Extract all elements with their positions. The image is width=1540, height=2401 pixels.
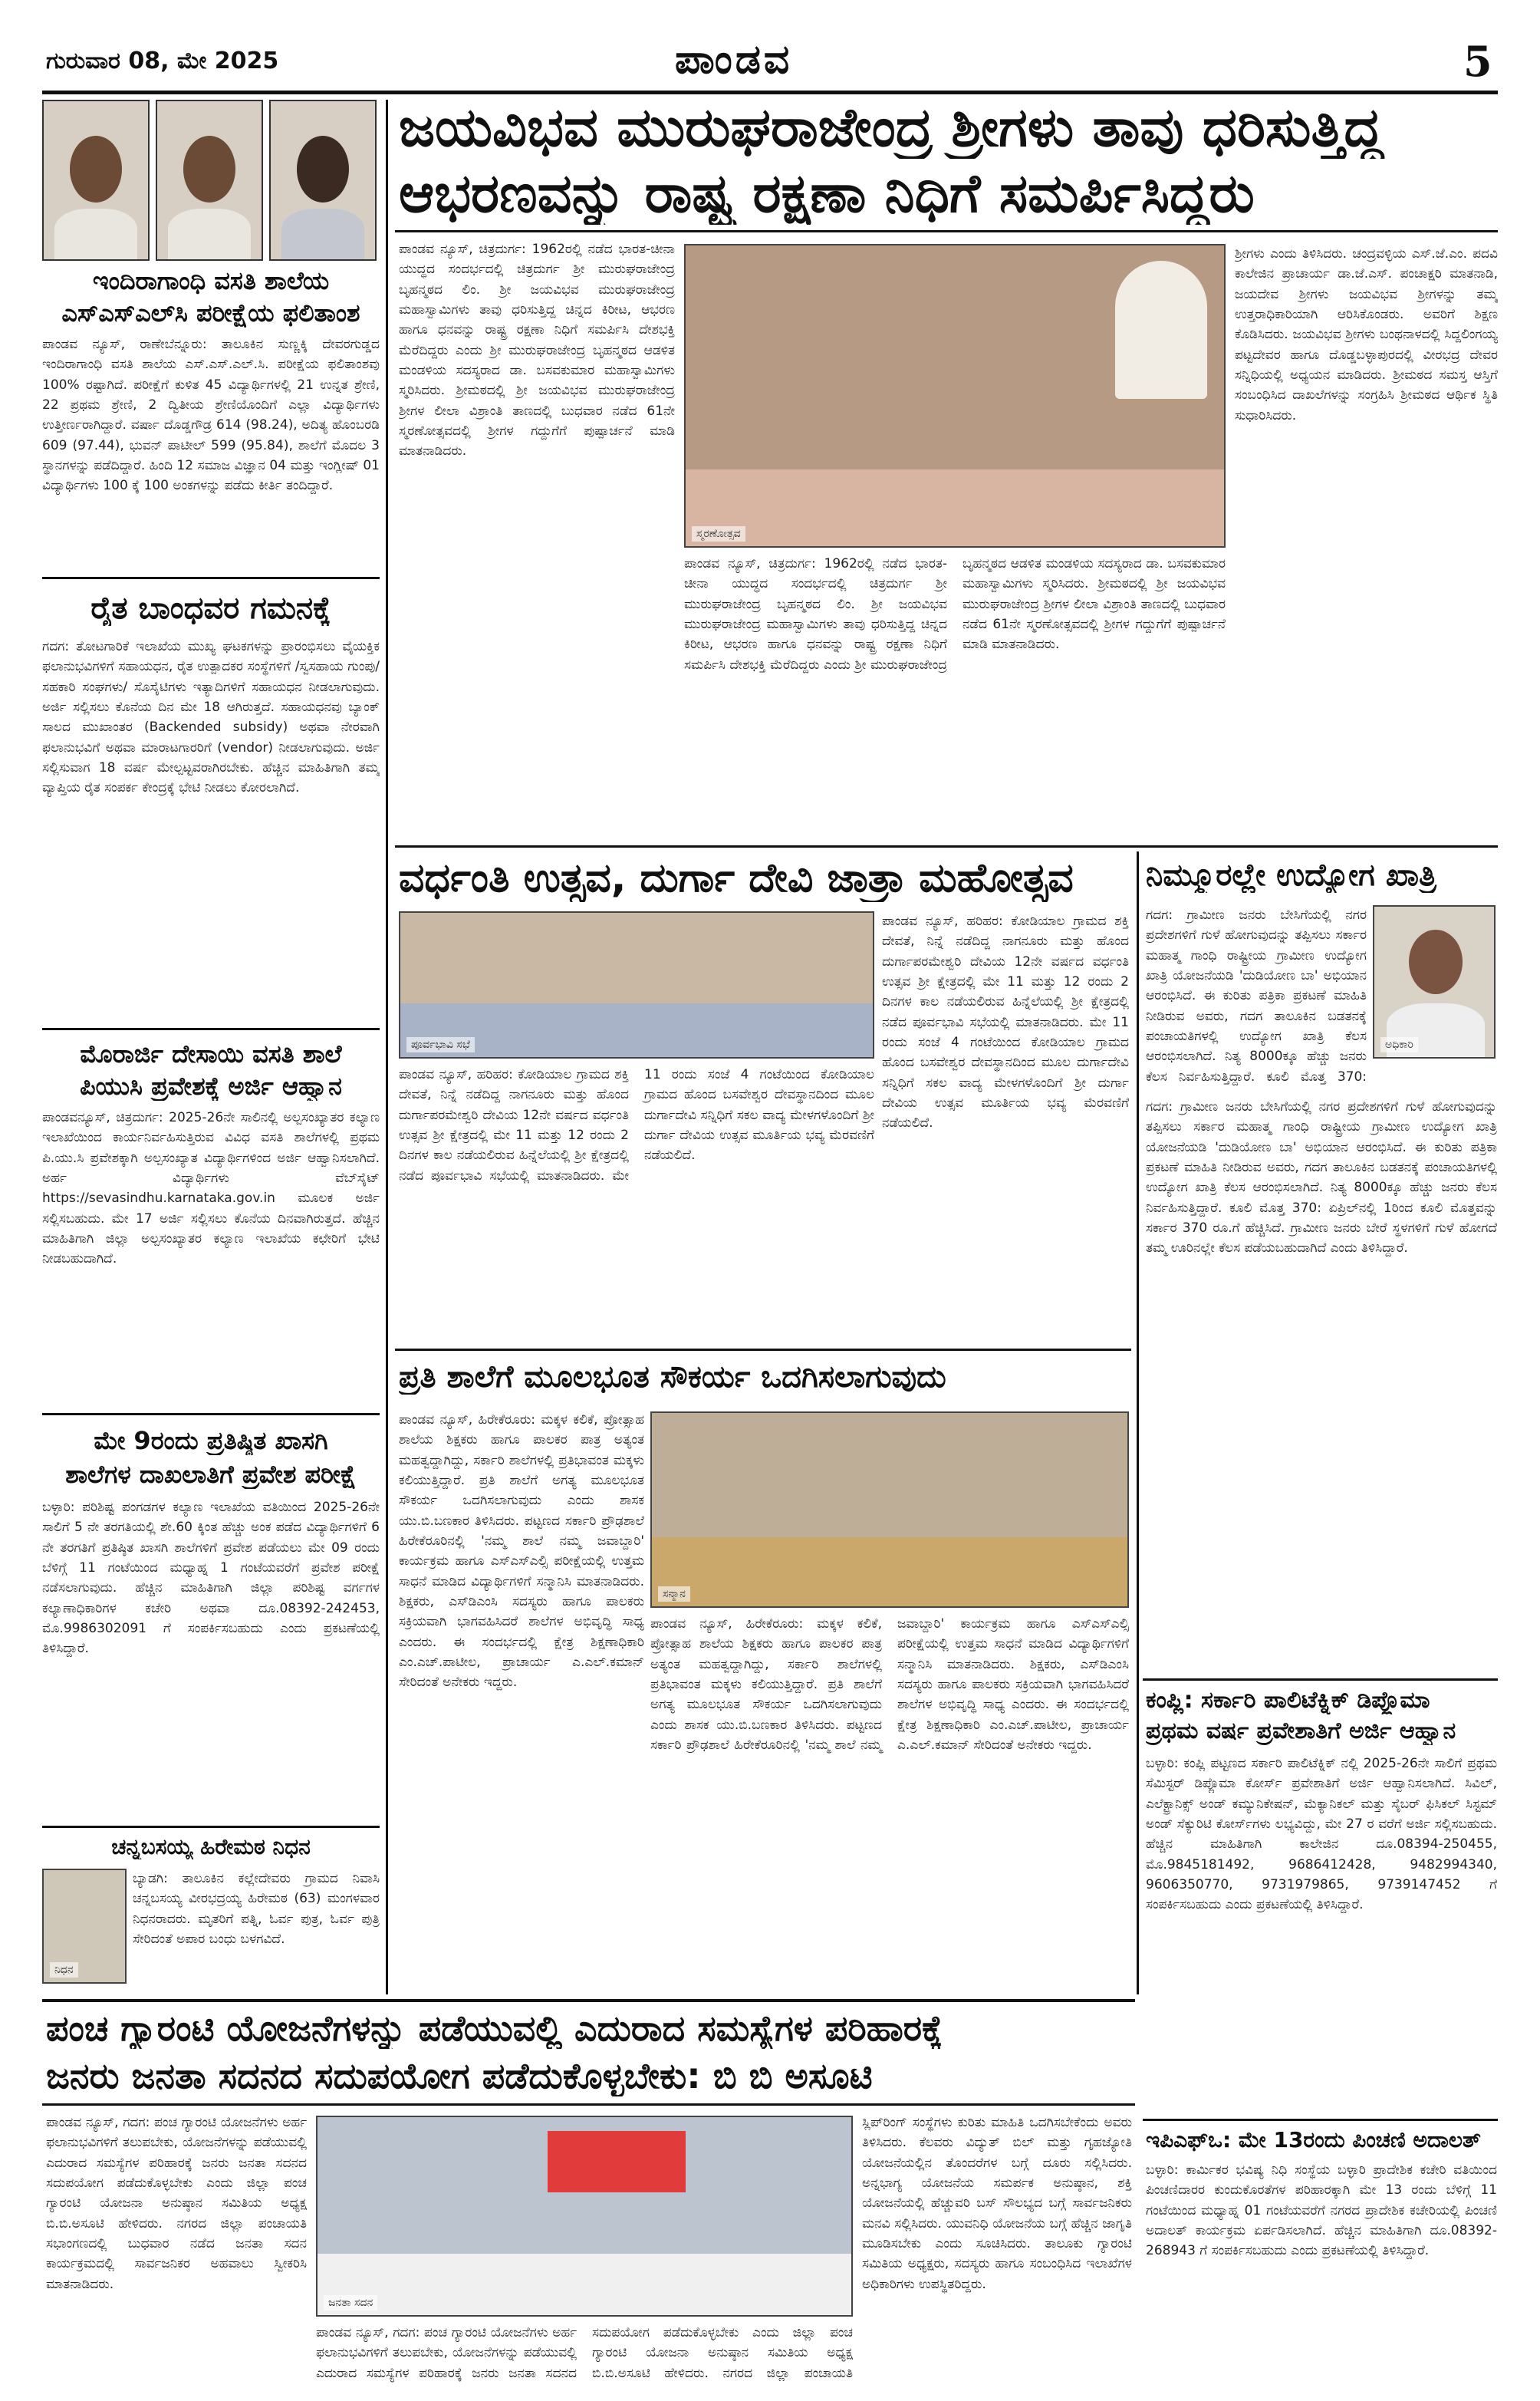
meeting-photo: ಪೂರ್ವಭಾವಿ ಸಭೆ: [399, 911, 874, 1059]
header-rule: [42, 91, 1498, 94]
morarji-headline-2: ಪಿಯುಸಿ ಪ್ರವೇಶಕ್ಕೆ ಅರ್ಜಿ ಆಹ್ವಾನ: [80, 1072, 342, 1101]
students-headline-1: ಇಂದಿರಾಗಾಂಧಿ ವಸತಿ ಶಾಲೆಯ: [92, 267, 330, 295]
students-body: ಪಾಂಡವ ನ್ಯೂಸ್, ರಾಣೇಬೆನ್ನೂರು: ತಾಲೂಕಿನ ಸುಣ್ಣಕ್ಕಿ ದೇವರಗುಡ್ಡದ ಇಂದಿರಾಗಾಂಧಿ ವಸತಿ ಶಾಲೆಯ ಎಸ್.ಎಸ್.ಎಲ್.ಸಿ. ಪರೀಕ್ಷೆಯ ಫಲಿತಾಂಶವು 100% ರಷ್ಟಾಗಿದೆ. ಪರೀಕ್ಷೆಗೆ ಕುಳಿತ 45 ವಿದ್ಯಾರ್ಥಿಗಳಲ್ಲಿ 21 ಉನ್ನತ ಶ್ರೇಣಿ, 22 ಪ್ರಥಮ ಶ್ರೇಣಿ, 2 ದ್ವಿತೀಯ ಶ್ರೇಣಿಯೊಂದಿಗೆ ಎಲ್ಲಾ ವಿದ್ಯಾರ್ಥಿಗಳು ಉತ್ತೀರ್ಣರಾಗಿದ್ದಾರೆ. ವರ್ಷಾ ದೊಡ್ಡಗೌಡ್ರ 614 (98.24), ಅದಿತ್ಯ ಹೊಂಬರಡಿ 609 (97.44), ಭುವನ್ ಪಾಟೀಲ್ 599 (95.84), ಶಾಲೆಗೆ ಮೊದಲ 3 ಸ್ಥಾನಗಳನ್ನು ಪಡೆದಿದ್ದಾರೆ. ಹಿಂದಿ 12 ಸಮಾಜ ವಿಜ್ಞಾನ 04 ಮತ್ತು ಇಂಗ್ಲೀಷ್ 01 ವಿದ್ಯಾರ್ಥಿಗಳು 100 ಕ್ಕೆ 100 ಅಂಕಗಳನ್ನು ಪಡೆದು ಕೀರ್ತಿ ತಂದಿದ್ದಾರೆ.: [42, 337, 380, 494]
kampli-body: ಬಳ್ಳಾರಿ: ಕಂಪ್ಲಿ ಪಟ್ಟಣದ ಸರ್ಕಾರಿ ಪಾಲಿಟೆಕ್ನಿಕ್ ನಲ್ಲಿ 2025-26ನೇ ಸಾಲಿಗೆ ಪ್ರಥಮ ಸೆಮಿಸ್ಟರ್ ಡಿಪ್ಲೊಮಾ ಕೋರ್ಸ್ ಪ್ರವೇಶಾತಿಗೆ ಅರ್ಜಿ ಆಹ್ವಾನಿಸಲಾಗಿದೆ. ಸಿವಿಲ್, ಎಲೆಕ್ಟ್ರಾನಿಕ್ಸ್ ಅಂಡ್ ಕಮ್ಯುನಿಕೇಷನ್, ಮೆಕ್ಯಾನಿಕಲ್ ಮತ್ತು ಸೈಬರ್ ಫಿಸಿಕಲ್ ಸಿಸ್ಟಮ್ ಅಂಡ್ ಸೆಕ್ಯುರಿಟಿ ಕೋರ್ಸ್‌ಗಳು ಲಭ್ಯವಿದ್ದು, ಮೇ 27 ರ ವರೆಗೆ ಅರ್ಜಿ ಸಲ್ಲಿಸಬಹುದು. ಹೆಚ್ಚಿನ ಮಾಹಿತಿಗಾಗಿ ಕಾಲೇಜಿನ ದೂ.08394-250455, ಮೊ.9845181492, 9686412428, 9482994340, 9606350770, 9731979865, 9739147452 ಗೆ ಸಂಪರ್ಕಿಸಬಹುದು ಎಂದು ಪ್ರಕಟಣೆಯಲ್ಲಿ ತಿಳಿಸಿದ್ದಾರೆ.: [1146, 1756, 1497, 1913]
page-number: 5: [1463, 37, 1492, 86]
top-story-body-2: ಪಾಂಡವ ನ್ಯೂಸ್, ಚಿತ್ರದುರ್ಗ: 1962ರಲ್ಲಿ ನಡೆದ ಭಾರತ-ಚೀನಾ ಯುದ್ಧದ ಸಂದರ್ಭದಲ್ಲಿ ಚಿತ್ರದುರ್ಗ ಶ್ರೀ ಮುರುಘರಾಜೇಂದ್ರ ಬೃಹನ್ಮಠದ ಲಿಂ. ಶ್ರೀ ಜಯವಿಭವ ಮುರುಘರಾಜೇಂದ್ರ ಮಹಾಸ್ವಾಮಿಗಳು ತಾವು ಧರಿಸುತ್ತಿದ್ದ ಚಿನ್ನದ ಕಿರೀಟ, ಆಭರಣ ಹಾಗೂ ಧನವನ್ನು ರಾಷ್ಟ್ರ ರಕ್ಷಣಾ ನಿಧಿಗೆ ಸಮರ್ಪಿಸಿ ದೇಶಭಕ್ತಿ ಮೆರೆದಿದ್ದರು ಎಂದು ಶ್ರೀ ಮುರುಘರಾಜೇಂದ್ರ ಬೃಹನ್ಮಠದ ಆಡಳಿತ ಮಂಡಳಿಯ ಸದಸ್ಯರಾದ ಡಾ. ಬಸವಕುಮಾರ ಮಹಾಸ್ವಾಮಿಗಳು ಸ್ಮರಿಸಿದರು. ಶ್ರೀಮಠದಲ್ಲಿ ಶ್ರೀ ಜಯವಿಭವ ಮುರುಘರಾಜೇಂದ್ರ ಶ್ರೀಗಳ ಲೀಲಾ ವಿಶ್ರಾಂತಿ ತಾಣದಲ್ಲಿ ಬುಧವಾರ ನಡೆದ 61ನೇ ಸ್ಮರಣೋತ್ಸವದಲ್ಲಿ ಶ್ರೀಗಳ ಗದ್ದುಗೆಗೆ ಪುಷ್ಪಾರ್ಚನೆ ಮಾಡಿ ಮಾತನಾಡಿದರು.: [684, 556, 1226, 673]
prati-shale-body-2: ಪಾಂಡವ ನ್ಯೂಸ್, ಹಿರೇಕೆರೂರು: ಮಕ್ಕಳ ಕಲಿಕೆ, ಪ್ರೋತ್ಸಾಹ ಶಾಲೆಯ ಶಿಕ್ಷಕರು ಹಾಗೂ ಪಾಲಕರ ಪಾತ್ರ ಅತ್ಯಂತ ಮಹತ್ವದ್ದಾಗಿದ್ದು, ಸರ್ಕಾರಿ ಶಾಲೆಗಳಲ್ಲಿ ಪ್ರತಿಭಾವಂತ ಮಕ್ಕಳು ಕಲಿಯುತ್ತಿದ್ದಾರೆ. ಪ್ರತಿ ಶಾಲೆಗೆ ಅಗತ್ಯ ಮೂಲಭೂತ ಸೌಕರ್ಯ ಒದಗಿಸಲಾಗುವುದು ಎಂದು ಶಾಸಕ ಯು.ಬಿ.ಬಣಕಾರ ತಿಳಿಸಿದರು. ಪಟ್ಟಣದ ಸರ್ಕಾರಿ ಪ್ರೌಢಶಾಲೆ ಹಿರೇಕೆರೂರಿನಲ್ಲಿ 'ನಮ್ಮ ಶಾಲೆ ನಮ್ಮ ಜವಾಬ್ದಾರಿ' ಕಾರ್ಯಕ್ರಮ ಹಾಗೂ ಎಸ್ಎಸ್ಎಲ್ಸಿ ಪರೀಕ್ಷೆಯಲ್ಲಿ ಉತ್ತಮ ಸಾಧನೆ ಮಾಡಿದ ವಿದ್ಯಾರ್ಥಿಗಳಿಗೆ ಸನ್ಮಾನಿಸಿ ಮಾತನಾಡಿದರು. ಶಿಕ್ಷಕರು, ಎಸ್‌ಡಿಎಂಸಿ ಸದಸ್ಯರು ಹಾಗೂ ಪಾಲಕರು ಸಕ್ರಿಯವಾಗಿ ಭಾಗವಹಿಸಿದರೆ ಶಾಲೆಗಳ ಅಭಿವೃದ್ಧಿ ಸಾಧ್ಯ ಎಂದರು. ಈ ಸಂದರ್ಭದಲ್ಲಿ ಕ್ಷೇತ್ರ ಶಿಕ್ಷಣಾಧಿಕಾರಿ ಎಂ.ಎಚ್.ಪಾಟೀಲ, ಪ್ರಾಚಾರ್ಯ ಎ.ಎಲ್.ಕಮಾನ್ ಸೇರಿದಂತೆ ಅನೇಕರು ಇದ್ದರು.: [650, 1616, 1129, 1754]
vardhanthi-body-right: ಪಾಂಡವ ನ್ಯೂಸ್, ಹರಿಹರ: ಕೋಡಿಯಾಲ ಗ್ರಾಮದ ಶಕ್ತಿ ದೇವತೆ, ನಿನ್ನೆ ನಡೆದಿದ್ದ ನಾಗನೂರು ಮತ್ತು ಹೊಂದ ದುರ್ಗಾಪರಮೇಶ್ವರಿ ದೇವಿಯ 12ನೇ ವರ್ಷದ ವರ್ಧಂತಿ ಉತ್ಸವ ಶ್ರೀ ಕ್ಷೇತ್ರದಲ್ಲಿ ಮೇ 11 ಮತ್ತು 12 ರಂದು 2 ದಿನಗಳ ಕಾಲ ನಡೆಯಲಿರುವ ಹಿನ್ನೆಲೆಯಲ್ಲಿ ಶ್ರೀ ಕ್ಷೇತ್ರದಲ್ಲಿ ನಡೆದ ಪೂರ್ವಭಾವಿ ಸಭೆಯಲ್ಲಿ ಮಾತನಾಡಿದರು. ಮೇ 11 ರಂದು ಸಂಜೆ 4 ಗಂಟೆಯಿಂದ ಕೋಡಿಯಾಲ ಗ್ರಾಮದ ಹೊಂದ ಬಸವೇಶ್ವರ ದೇವಸ್ಥಾನದಿಂದ ಮೂಲ ದುರ್ಗಾದೇವಿ ಸನ್ನಿಧಿಗೆ ಸಕಲ ವಾದ್ಯ ಮೇಳಗಳೊಂದಿಗೆ ಶ್ರೀ ದುರ್ಗಾ ದೇವಿಯ ಉತ್ಸವ ಮೂರ್ತಿಯ ಭವ್ಯ ಮೆರವಣಿಗೆ ನಡೆಯಲಿದೆ.: [882, 914, 1129, 1131]
top-story-headline-1: ಜಯವಿಭವ ಮುರುಘರಾಜೇಂದ್ರ ಶ್ರೀಗಳು ತಾವು ಧರಿಸುತ್ತಿದ್ದ: [399, 97, 1384, 159]
divider: [42, 1826, 380, 1828]
student-photo-1: [42, 100, 150, 261]
kampli-headline-1: ಕಂಪ್ಲಿ: ಸರ್ಕಾರಿ ಪಾಲಿಟೆಕ್ನಿಕ್ ಡಿಪ್ಲೊಮಾ: [1146, 1688, 1430, 1714]
divider: [1143, 2119, 1498, 2121]
nimmoralle-body: ಗದಗ: ಗ್ರಾಮೀಣ ಜನರು ಬೇಸಿಗೆಯಲ್ಲಿ ನಗರ ಪ್ರದೇಶಗಳಿಗೆ ಗುಳೆ ಹೋಗುವುದನ್ನು ತಪ್ಪಿಸಲು ಸರ್ಕಾರ ಮಹಾತ್ಮ ಗಾಂಧಿ ರಾಷ್ಟ್ರೀಯ ಗ್ರಾಮೀಣ ಉದ್ಯೋಗ ಖಾತ್ರಿ ಯೋಜನೆಯಡಿ 'ದುಡಿಯೋಣ ಬಾ' ಅಭಿಯಾನ ಆರಂಭಿಸಿದೆ. ಈ ಕುರಿತು ಪತ್ರಿಕಾ ಪ್ರಕಟಣೆ ಮಾಹಿತಿ ನೀಡಿರುವ ಅವರು, ಗದಗ ತಾಲೂಕಿನ ಬಡತನಕ್ಕೆ ಪಂಚಾಯತಿಗಳಲ್ಲಿ ಉದ್ಯೋಗ ಖಾತ್ರಿ ಕೆಲಸ ಆರಂಭಿಸಲಾಗಿದೆ. ನಿತ್ಯ 8000ಕ್ಕೂ ಹೆಚ್ಚು ಜನರು ಕೆಲಸ ನಿರ್ವಹಿಸುತ್ತಿದ್ದಾರೆ. ಕೂಲಿ ಮೊತ್ತ 370: ಏಪ್ರಿಲ್‌ನಲ್ಲಿ 1ರಿಂದ ಕೂಲಿ ಮೊತ್ತವನ್ನು ಸರ್ಕಾರ 370 ರೂ.ಗೆ ಹೆಚ್ಚಿಸಿದೆ. ಗ್ರಾಮೀಣ ಜನರು ಬೇರೆ ಸ್ಥಳಗಳಿಗೆ ಗುಳೆ ಹೋಗದೆ ತಮ್ಮ ಊರಿನಲ್ಲೇ ಕೆಲಸ ಪಡೆಯಬಹುದಾಗಿದೆ ಎಂದು ತಿಳಿಸಿದ್ದಾರೆ.: [1146, 1099, 1497, 1256]
prati-shale-body-1: ಪಾಂಡವ ನ್ಯೂಸ್, ಹಿರೇಕೆರೂರು: ಮಕ್ಕಳ ಕಲಿಕೆ, ಪ್ರೋತ್ಸಾಹ ಶಾಲೆಯ ಶಿಕ್ಷಕರು ಹಾಗೂ ಪಾಲಕರ ಪಾತ್ರ ಅತ್ಯಂತ ಮಹತ್ವದ್ದಾಗಿದ್ದು, ಸರ್ಕಾರಿ ಶಾಲೆಗಳಲ್ಲಿ ಪ್ರತಿಭಾವಂತ ಮಕ್ಕಳು ಕಲಿಯುತ್ತಿದ್ದಾರೆ. ಪ್ರತಿ ಶಾಲೆಗೆ ಅಗತ್ಯ ಮೂಲಭೂತ ಸೌಕರ್ಯ ಒದಗಿಸಲಾಗುವುದು ಎಂದು ಶಾಸಕ ಯು.ಬಿ.ಬಣಕಾರ ತಿಳಿಸಿದರು. ಪಟ್ಟಣದ ಸರ್ಕಾರಿ ಪ್ರೌಢಶಾಲೆ ಹಿರೇಕೆರೂರಿನಲ್ಲಿ 'ನಮ್ಮ ಶಾಲೆ ನಮ್ಮ ಜವಾಬ್ದಾರಿ' ಕಾರ್ಯಕ್ರಮ ಹಾಗೂ ಎಸ್ಎಸ್ಎಲ್ಸಿ ಪರೀಕ್ಷೆಯಲ್ಲಿ ಉತ್ತಮ ಸಾಧನೆ ಮಾಡಿದ ವಿದ್ಯಾರ್ಥಿಗಳಿಗೆ ಸನ್ಮಾನಿಸಿ ಮಾತನಾಡಿದರು. ಶಿಕ್ಷಕರು, ಎಸ್‌ಡಿಎಂಸಿ ಸದಸ್ಯರು ಹಾಗೂ ಪಾಲಕರು ಸಕ್ರಿಯವಾಗಿ ಭಾಗವಹಿಸಿದರೆ ಶಾಲೆಗಳ ಅಭಿವೃದ್ಧಿ ಸಾಧ್ಯ ಎಂದರು. ಈ ಸಂದರ್ಭದಲ್ಲಿ ಕ್ಷೇತ್ರ ಶಿಕ್ಷಣಾಧಿಕಾರಿ ಎಂ.ಎಚ್.ಪಾಟೀಲ, ಪ್ರಾಚಾರ್ಯ ಎ.ಎಲ್.ಕಮಾನ್ ಸೇರಿದಂತೆ ಅನೇಕರು ಇದ್ದರು.: [399, 1412, 644, 1691]
morarji-body: ಪಾಂಡವನ್ಯೂಸ್, ಚಿತ್ರದುರ್ಗ: 2025-26ನೇ ಸಾಲಿನಲ್ಲಿ ಅಲ್ಪಸಂಖ್ಯಾತರ ಕಲ್ಯಾಣ ಇಲಾಖೆಯಿಂದ ಕಾರ್ಯನಿರ್ವಹಿಸುತ್ತಿರುವ ವಿವಿಧ ವಸತಿ ಶಾಲೆಗಳಲ್ಲಿ ಪ್ರಥಮ ಪಿ.ಯು.ಸಿ ಪ್ರವೇಶಕ್ಕಾಗಿ ಅಲ್ಪಸಂಖ್ಯಾತ ವಿದ್ಯಾರ್ಥಿಗಳಿಂದ ಅರ್ಜಿ ಆಹ್ವಾನಿಸಲಾಗಿದೆ. ಅರ್ಹ ವಿದ್ಯಾರ್ಥಿಗಳು ವೆಬ್‌ಸೈಟ್ https://sevasindhu.karnataka.gov.in ಮೂಲಕ ಅರ್ಜಿ ಸಲ್ಲಿಸಬಹುದು. ಮೇ 17 ಅರ್ಜಿ ಸಲ್ಲಿಸಲು ಕೊನೆಯ ದಿನವಾಗಿರುತ್ತದೆ. ಹೆಚ್ಚಿನ ಮಾಹಿತಿಗಾಗಿ ಜಿಲ್ಲಾ ಅಲ್ಪಸಂಖ್ಯಾತರ ಕಲ್ಯಾಣ ಇಲಾಖೆಯ ಕಛೇರಿಗೆ ಭೇಟಿ ನೀಡಬಹುದಾಗಿದೆ.: [42, 1110, 380, 1267]
guarantee-headline-1: ಪಂಚ ಗ್ಯಾರಂಟಿ ಯೋಜನೆಗಳನ್ನು ಪಡೆಯುವಲ್ಲಿ ಎದುರಾದ ಸಮಸ್ಯೆಗಳ ಪರಿಹಾರಕ್ಕೆ: [46, 2008, 943, 2049]
student-photo-3: [269, 100, 377, 261]
kampli-headline-2: ಪ್ರಥಮ ವರ್ಷ ಪ್ರವೇಶಾತಿಗೆ ಅರ್ಜಿ ಆಹ್ವಾನ: [1146, 1718, 1456, 1744]
guarantee-body-2: ಪಾಂಡವ ನ್ಯೂಸ್, ಗದಗ: ಪಂಚ ಗ್ಯಾರಂಟಿ ಯೋಜನೆಗಳು ಅರ್ಹ ಫಲಾನುಭವಿಗಳಿಗೆ ತಲುಪಬೇಕು, ಯೋಜನೆಗಳನ್ನು ಪಡೆಯುವಲ್ಲಿ ಎದುರಾದ ಸಮಸ್ಯೆಗಳ ಪರಿಹಾರಕ್ಕೆ ಜನರು ಜನತಾ ಸದನದ ಸದುಪಯೋಗ ಪಡೆದುಕೊಳ್ಳಬೇಕು ಎಂದು ಜಿಲ್ಲಾ ಪಂಚ ಗ್ಯಾರಂಟಿ ಯೋಜನಾ ಅನುಷ್ಠಾನ ಸಮಿತಿಯ ಅಧ್ಯಕ್ಷ ಬಿ.ಬಿ.ಅಸೂಟಿ ಹೇಳಿದರು. ನಗರದ ಜಿಲ್ಲಾ ಪಂಚಾಯತಿ: [316, 2325, 853, 2381]
nimmoralle-body-top: ಗದಗ: ಗ್ರಾಮೀಣ ಜನರು ಬೇಸಿಗೆಯಲ್ಲಿ ನಗರ ಪ್ರದೇಶಗಳಿಗೆ ಗುಳೆ ಹೋಗುವುದನ್ನು ತಪ್ಪಿಸಲು ಸರ್ಕಾರ ಮಹಾತ್ಮ ಗಾಂಧಿ ರಾಷ್ಟ್ರೀಯ ಗ್ರಾಮೀಣ ಉದ್ಯೋಗ ಖಾತ್ರಿ ಯೋಜನೆಯಡಿ 'ದುಡಿಯೋಣ ಬಾ' ಅಭಿಯಾನ ಆರಂಭಿಸಿದೆ. ಈ ಕುರಿತು ಪತ್ರಿಕಾ ಪ್ರಕಟಣೆ ಮಾಹಿತಿ ನೀಡಿರುವ ಅವರು, ಗದಗ ತಾಲೂಕಿನ ಬಡತನಕ್ಕೆ ಪಂಚಾಯತಿಗಳಲ್ಲಿ ಉದ್ಯೋಗ ಖಾತ್ರಿ ಕೆಲಸ ಆರಂಭಿಸಲಾಗಿದೆ. ನಿತ್ಯ 8000ಕ್ಕೂ ಹೆಚ್ಚು ಜನರು ಕೆಲಸ ನಿರ್ವಹಿಸುತ್ತಿದ್ದಾರೆ. ಕೂಲಿ ಮೊತ್ತ 370:: [1146, 907, 1367, 1085]
raitha-headline: ರೈತ ಬಾಂಧವರ ಗಮನಕ್ಕೆ: [90, 591, 331, 626]
prati-shale-headline: ಪ್ರತಿ ಶಾಲೆಗೆ ಮೂಲಭೂತ ಸೌಕರ್ಯ ಒದಗಿಸಲಾಗುವುದು: [399, 1359, 946, 1395]
nimmoralle-headline: ನಿಮ್ಮೂರಲ್ಲೇ ಉದ್ಯೋಗ ಖಾತ್ರಿ: [1146, 858, 1436, 893]
temple-photo: ಸ್ಮರಣೋತ್ಸವ: [684, 244, 1226, 548]
pension-body: ಬಳ್ಳಾರಿ: ಕಾರ್ಮಿಕರ ಭವಿಷ್ಯ ನಿಧಿ ಸಂಸ್ಥೆಯ ಬಳ್ಳಾರಿ ಪ್ರಾದೇಶಿಕ ಕಚೇರಿ ವತಿಯಿಂದ ಪಿಂಚಣಿದಾರರ ಕುಂದುಕೊರತೆಗಳ ಪರಿಹಾರಕ್ಕಾಗಿ ಮೇ 13 ರಂದು ಬೆಳಿಗ್ಗೆ 11 ಗಂಟೆಯಿಂದ ಮಧ್ಯಾಹ್ನ 01 ಗಂಟೆಯವರೆಗೆ ನಗರದ ಪ್ರಾದೇಶಿಕ ಕಚೇರಿಯಲ್ಲಿ ಪಿಂಚಣಿ ಅದಾಲತ್ ಕಾರ್ಯಕ್ರಮ ಏರ್ಪಡಿಸಲಾಗಿದೆ. ಹೆಚ್ಚಿನ ಮಾಹಿತಿಗಾಗಿ ದೂ.08392-268943 ಗೆ ಸಂಪರ್ಕಿಸಬಹುದು ಎಂದು ಪ್ರಕಟಣೆಯಲ್ಲಿ ತಿಳಿಸಿದ್ದಾರೆ.: [1146, 2162, 1497, 2259]
obit-headline: ಚನ್ನಬಸಯ್ಯ ಹಿರೇಮಠ ನಿಧನ: [111, 1835, 311, 1859]
column-rule: [386, 100, 388, 1994]
top-story-body-3: ಶ್ರೀಗಳು ಎಂದು ತಿಳಿಸಿದರು. ಚಂದ್ರವಳ್ಳಿಯ ಎಸ್.ಜೆ.ಎಂ. ಪದವಿ ಕಾಲೇಜಿನ ಪ್ರಾಚಾರ್ಯ ಡಾ.ಜೆ.ಎಸ್. ಪಂಚಾಕ್ಷರಿ ಮಾತನಾಡಿ, ಜಯದೇವ ಶ್ರೀಗಳು ಜಯವಿಭವ ಶ್ರೀಗಳನ್ನು ತಮ್ಮ ಉತ್ತರಾಧಿಕಾರಿಯಾಗಿ ಆರಿಸಿಕೊಂಡರು. ಅವರಿಗೆ ಶಿಕ್ಷಣ ಕೊಡಿಸಿದರು. ಜಯವಿಭವ ಶ್ರೀಗಳು ಬಂಥನಾಳದಲ್ಲಿ ಸಿದ್ದಲಿಂಗಯ್ಯ ಪಟ್ಟದೇವರ ಹಾಗೂ ದೊಡ್ಡಬಳ್ಳಾಪುರದಲ್ಲಿ ವೀರಭದ್ರ ದೇವರ ಸನ್ನಿಧಿಯಲ್ಲಿ ಅಧ್ಯಯನ ಮಾಡಿದರು. ಶ್ರೀಮಠದ ಸಮಸ್ತ ಆಸ್ತಿಗೆ ಸಂಬಂಧಿಸಿದ ದಾಖಲೆಗಳನ್ನು ಸಂಗ್ರಹಿಸಿ ಶ್ರೀಮಠದ ಆರ್ಥಿಕ ಸ್ಥಿತಿ ಸುಧಾರಿಸಿದರು.: [1235, 246, 1498, 423]
vardhanthi-body: ಪಾಂಡವ ನ್ಯೂಸ್, ಹರಿಹರ: ಕೋಡಿಯಾಲ ಗ್ರಾಮದ ಶಕ್ತಿ ದೇವತೆ, ನಿನ್ನೆ ನಡೆದಿದ್ದ ನಾಗನೂರು ಮತ್ತು ಹೊಂದ ದುರ್ಗಾಪರಮೇಶ್ವರಿ ದೇವಿಯ 12ನೇ ವರ್ಷದ ವರ್ಧಂತಿ ಉತ್ಸವ ಶ್ರೀ ಕ್ಷೇತ್ರದಲ್ಲಿ ಮೇ 11 ಮತ್ತು 12 ರಂದು 2 ದಿನಗಳ ಕಾಲ ನಡೆಯಲಿರುವ ಹಿನ್ನೆಲೆಯಲ್ಲಿ ಶ್ರೀ ಕ್ಷೇತ್ರದಲ್ಲಿ ನಡೆದ ಪೂರ್ವಭಾವಿ ಸಭೆಯಲ್ಲಿ ಮಾತನಾಡಿದರು. ಮೇ 11 ರಂದು ಸಂಜೆ 4 ಗಂಟೆಯಿಂದ ಕೋಡಿಯಾಲ ಗ್ರಾಮದ ಹೊಂದ ಬಸವೇಶ್ವರ ದೇವಸ್ಥಾನದಿಂದ ಮೂಲ ದುರ್ಗಾದೇವಿ ಸನ್ನಿಧಿಗೆ ಸಕಲ ವಾದ್ಯ ಮೇಳಗಳೊಂದಿಗೆ ಶ್ರೀ ದುರ್ಗಾ ದೇವಿಯ ಉತ್ಸವ ಮೂರ್ತಿಯ ಭವ್ಯ ಮೆರವಣಿಗೆ ನಡೆಯಲಿದೆ.: [399, 1067, 874, 1184]
top-story-headline-2: ಆಭರಣವನ್ನು ರಾಷ್ಟ್ರ ರಕ್ಷಣಾ ನಿಧಿಗೆ ಸಮರ್ಪಿಸಿದ್ದರು: [399, 163, 1255, 225]
left-column: [42, 100, 380, 1994]
sadana-photo: ಜನತಾ ಸದನ: [316, 2116, 853, 2317]
guarantee-body-1: ಪಾಂಡವ ನ್ಯೂಸ್, ಗದಗ: ಪಂಚ ಗ್ಯಾರಂಟಿ ಯೋಜನೆಗಳು ಅರ್ಹ ಫಲಾನುಭವಿಗಳಿಗೆ ತಲುಪಬೇಕು, ಯೋಜನೆಗಳನ್ನು ಪಡೆಯುವಲ್ಲಿ ಎದುರಾದ ಸಮಸ್ಯೆಗಳ ಪರಿಹಾರಕ್ಕೆ ಜನರು ಜನತಾ ಸದನದ ಸದುಪಯೋಗ ಪಡೆದುಕೊಳ್ಳಬೇಕು ಎಂದು ಜಿಲ್ಲಾ ಪಂಚ ಗ್ಯಾರಂಟಿ ಯೋಜನಾ ಅನುಷ್ಠಾನ ಸಮಿತಿಯ ಅಧ್ಯಕ್ಷ ಬಿ.ಬಿ.ಅಸೂಟಿ ಹೇಳಿದರು. ನಗರದ ಜಿಲ್ಲಾ ಪಂಚಾಯತಿ ಸಭಾಂಗಣದಲ್ಲಿ ಬುಧವಾರ ನಡೆದ ಜನತಾ ಸದನ ಕಾರ್ಯಕ್ರಮದಲ್ಲಿ ಸಾರ್ವಜನಿಕರ ಅಹವಾಲು ಸ್ವೀಕರಿಸಿ ಮಾತನಾಡಿದರು.: [46, 2115, 307, 2292]
top-story-body-1: ಪಾಂಡವ ನ್ಯೂಸ್, ಚಿತ್ರದುರ್ಗ: 1962ರಲ್ಲಿ ನಡೆದ ಭಾರತ-ಚೀನಾ ಯುದ್ಧದ ಸಂದರ್ಭದಲ್ಲಿ ಚಿತ್ರದುರ್ಗ ಶ್ರೀ ಮುರುಘರಾಜೇಂದ್ರ ಬೃಹನ್ಮಠದ ಲಿಂ. ಶ್ರೀ ಜಯವಿಭವ ಮುರುಘರಾಜೇಂದ್ರ ಮಹಾಸ್ವಾಮಿಗಳು ತಾವು ಧರಿಸುತ್ತಿದ್ದ ಚಿನ್ನದ ಕಿರೀಟ, ಆಭರಣ ಹಾಗೂ ಧನವನ್ನು ರಾಷ್ಟ್ರ ರಕ್ಷಣಾ ನಿಧಿಗೆ ಸಮರ್ಪಿಸಿ ದೇಶಭಕ್ತಿ ಮೆರೆದಿದ್ದರು ಎಂದು ಶ್ರೀ ಮುರುಘರಾಜೇಂದ್ರ ಬೃಹನ್ಮಠದ ಆಡಳಿತ ಮಂಡಳಿಯ ಸದಸ್ಯರಾದ ಡಾ. ಬಸವಕುಮಾರ ಮಹಾಸ್ವಾಮಿಗಳು ಸ್ಮರಿಸಿದರು. ಶ್ರೀಮಠದಲ್ಲಿ ಶ್ರೀ ಜಯವಿಭವ ಮುರುಘರಾಜೇಂದ್ರ ಶ್ರೀಗಳ ಲೀಲಾ ವಿಶ್ರಾಂತಿ ತಾಣದಲ್ಲಿ ಬುಧವಾರ ನಡೆದ 61ನೇ ಸ್ಮರಣೋತ್ಸವದಲ್ಲಿ ಶ್ರೀಗಳ ಗದ್ದುಗೆಗೆ ಪುಷ್ಪಾರ್ಚನೆ ಮಾಡಿ ಮಾತನಾಡಿದರು.: [399, 242, 675, 459]
pension-headline: ಇಪಿಎಫ್ಒ: ಮೇ 13ರಂದು ಪಿಂಚಣಿ ಅದಾಲತ್: [1146, 2128, 1481, 2152]
divider: [42, 1999, 1135, 2002]
column-rule: [1137, 851, 1139, 1994]
morarji-headline-1: ಮೊರಾರ್ಜಿ ದೇಸಾಯಿ ವಸತಿ ಶಾಲೆ: [80, 1040, 342, 1069]
masthead: ಪಾಂಡವ: [675, 37, 793, 83]
divider: [42, 577, 380, 579]
divider: [42, 2103, 1135, 2106]
vardhanthi-headline: ವರ್ಧಂತಿ ಉತ್ಸವ, ದುರ್ಗಾ ದೇವಿ ಜಾತ್ರಾ ಮಹೋತ್ಸವ: [399, 856, 1074, 901]
school-photo: ಸನ್ಮಾನ: [650, 1411, 1129, 1608]
divider: [1143, 1678, 1498, 1681]
divider: [42, 1413, 380, 1415]
issue-date: ಗುರುವಾರ 08, ಮೇ 2025: [46, 48, 279, 74]
obit-photo: ನಿಧನ: [42, 1869, 127, 1984]
guarantee-body-3: ಸ್ಲಿಪ್‌ರಿಂಗ್ ಸಂಸ್ಥೆಗಳು ಕುರಿತು ಮಾಹಿತಿ ಒದಗಿಸಬೇಕೆಂದು ಅವರು ತಿಳಿಸಿದರು. ಕೆಲವರು ವಿದ್ಯುತ್ ಬಿಲ್ ಮತ್ತು ಗೃಹಜ್ಯೋತಿ ಯೋಜನೆಯಲ್ಲಿನ ತೊಂದರೆಗಳ ಬಗ್ಗೆ ದೂರು ಸಲ್ಲಿಸಿದರು. ಅನ್ನಭಾಗ್ಯ ಯೋಜನೆಯ ಸಮರ್ಪಕ ಅನುಷ್ಠಾನ, ಶಕ್ತಿ ಯೋಜನೆಯಲ್ಲಿ ಹೆಚ್ಚುವರಿ ಬಸ್ ಸೌಲಭ್ಯದ ಬಗ್ಗೆ ಸಾರ್ವಜನಿಕರು ಮನವಿ ಸಲ್ಲಿಸಿದರು. ಯುವನಿಧಿ ಯೋಜನೆಯ ಬಗ್ಗೆ ಹೆಚ್ಚಿನ ಜಾಗೃತಿ ಮೂಡಿಸಬೇಕು ಎಂದು ಸೂಚಿಸಿದರು. ತಾಲೂಕು ಗ್ಯಾರಂಟಿ ಸಮಿತಿಯ ಅಧ್ಯಕ್ಷರು, ಸದಸ್ಯರು ಹಾಗೂ ಸಂಬಂಧಿಸಿದ ಇಲಾಖೆಗಳ ಅಧಿಕಾರಿಗಳು ಉಪಸ್ಥಿತರಿದ್ದರು.: [862, 2115, 1132, 2292]
students-headline-2: ಎಸ್‌ಎಸ್‌ಎಲ್‌ಸಿ ಪರೀಕ್ಷೆಯ ಫಲಿತಾಂಶ: [61, 299, 360, 328]
guarantee-headline-2: ಜನರು ಜನತಾ ಸದನದ ಸದುಪಯೋಗ ಪಡೆದುಕೊಳ್ಳಬೇಕು: ಬಿ ಬಿ ಅಸೂಟಿ: [46, 2056, 873, 2096]
divider: [42, 1028, 380, 1030]
raitha-body: ಗದಗ: ತೋಟಗಾರಿಕೆ ಇಲಾಖೆಯ ಮುಖ್ಯ ಘಟಕಗಳನ್ನು ಪ್ರಾರಂಭಿಸಲು ವೈಯಕ್ತಿಕ ಫಲಾನುಭವಿಗಳಿಗೆ ಸಹಾಯಧನ, ರೈತ ಉತ್ಪಾದಕರ ಸಂಸ್ಥೆಗಳಿಗೆ /ಸ್ವಸಹಾಯ ಗುಂಪು/ಸಹಕಾರಿ ಸಂಘಗಳು/ ಸೊಸೈಟಿಗಳು ಇತ್ಯಾದಿಗಳಿಗೆ ಸಹಾಯಧನ ನೀಡಲಾಗುವುದು. ಅರ್ಜಿ ಸಲ್ಲಿಸಲು ಕೊನೆಯ ದಿನ ಮೇ 18 ಆಗಿರುತ್ತದೆ. ಸಹಾಯಧನವು ಬ್ಯಾಂಕ್ ಸಾಲದ ಮುಖಾಂತರ (Backended subsidy) ಅಥವಾ ನೇರವಾಗಿ ಫಲಾನುಭವಿಗೆ ಅಥವಾ ಮಾರಾಟಗಾರರಿಗೆ (vendor) ನೀಡಲಾಗುವುದು. ಅರ್ಜಿ ಸಲ್ಲಿಸುವಾಗ 18 ವರ್ಷ ಮೇಲ್ಪಟ್ಟವರಾಗಿರಬೇಕು. ಹೆಚ್ಚಿನ ಮಾಹಿತಿಗಾಗಿ ತಮ್ಮ ವ್ಯಾಪ್ತಿಯ ರೈತ ಸಂಪರ್ಕ ಕೇಂದ್ರಕ್ಕೆ ಭೇಟಿ ನೀಡಲು ಕೋರಲಾಗಿದೆ.: [42, 639, 380, 796]
divider: [395, 1349, 1131, 1351]
obit-body: ಬ್ಯಾಡಗಿ: ತಾಲೂಕಿನ ಕಲ್ಲೇದೇವರು ಗ್ರಾಮದ ನಿವಾಸಿ ಚನ್ನಬಸಯ್ಯ ವೀರಭದ್ರಯ್ಯ ಹಿರೇಮಠ (63) ಮಂಗಳವಾರ ನಿಧನರಾದರು. ಮೃತರಿಗೆ ಪತ್ನಿ, ಓರ್ವ ಪುತ್ರ, ಓರ್ವ ಪುತ್ರಿ ಸೇರಿದಂತೆ ಅಪಾರ ಬಂಧು ಬಳಗವಿದೆ.: [133, 1871, 380, 1948]
may9-body: ಬಳ್ಳಾರಿ: ಪರಿಶಿಷ್ಟ ಪಂಗಡಗಳ ಕಲ್ಯಾಣ ಇಲಾಖೆಯ ವತಿಯಿಂದ 2025-26ನೇ ಸಾಲಿಗೆ 5 ನೇ ತರಗತಿಯಲ್ಲಿ ಶೇ.60 ಕ್ಕಿಂತ ಹೆಚ್ಚು ಅಂಕ ಪಡೆದ ವಿದ್ಯಾರ್ಥಿಗಳಿಗೆ 6 ನೇ ತರಗತಿಗೆ ಪ್ರತಿಷ್ಠಿತ ಖಾಸಗಿ ಶಾಲೆಗಳಿಗೆ ಪ್ರವೇಶ ಪಡೆಯಲು ಮೇ 09 ರಂದು ಬೆಳಿಗ್ಗೆ 11 ಗಂಟೆಯಿಂದ ಮಧ್ಯಾಹ್ನ 1 ಗಂಟೆಯವರೆಗೆ ಪ್ರವೇಶ ಪರೀಕ್ಷೆ ನಡೆಸಲಾಗುವುದು. ಹೆಚ್ಚಿನ ಮಾಹಿತಿಗಾಗಿ ಜಿಲ್ಲಾ ಪರಿಶಿಷ್ಟ ವರ್ಗಗಳ ಕಲ್ಯಾಣಾಧಿಕಾರಿಗಳ ಕಚೇರಿ ಅಥವಾ ದೂ.08392-242453, ಮೊ.9986302091 ಗೆ ಸಂಪರ್ಕಿಸಬಹುದು ಎಂದು ಪ್ರಕಟಣೆಯಲ್ಲಿ ತಿಳಿಸಿದ್ದಾರೆ.: [42, 1500, 380, 1657]
student-photo-2: [156, 100, 263, 261]
may9-headline-1: ಮೇ 9ರಂದು ಪ್ರತಿಷ್ಠಿತ ಖಾಸಗಿ: [94, 1427, 328, 1455]
divider: [395, 230, 1498, 232]
may9-headline-2: ಶಾಲೆಗಳ ದಾಖಲಾತಿಗೆ ಪ್ರವೇಶ ಪರೀಕ್ಷೆ: [65, 1461, 357, 1489]
divider: [395, 845, 1498, 848]
official-photo: ಅಧಿಕಾರಿ: [1373, 905, 1496, 1059]
